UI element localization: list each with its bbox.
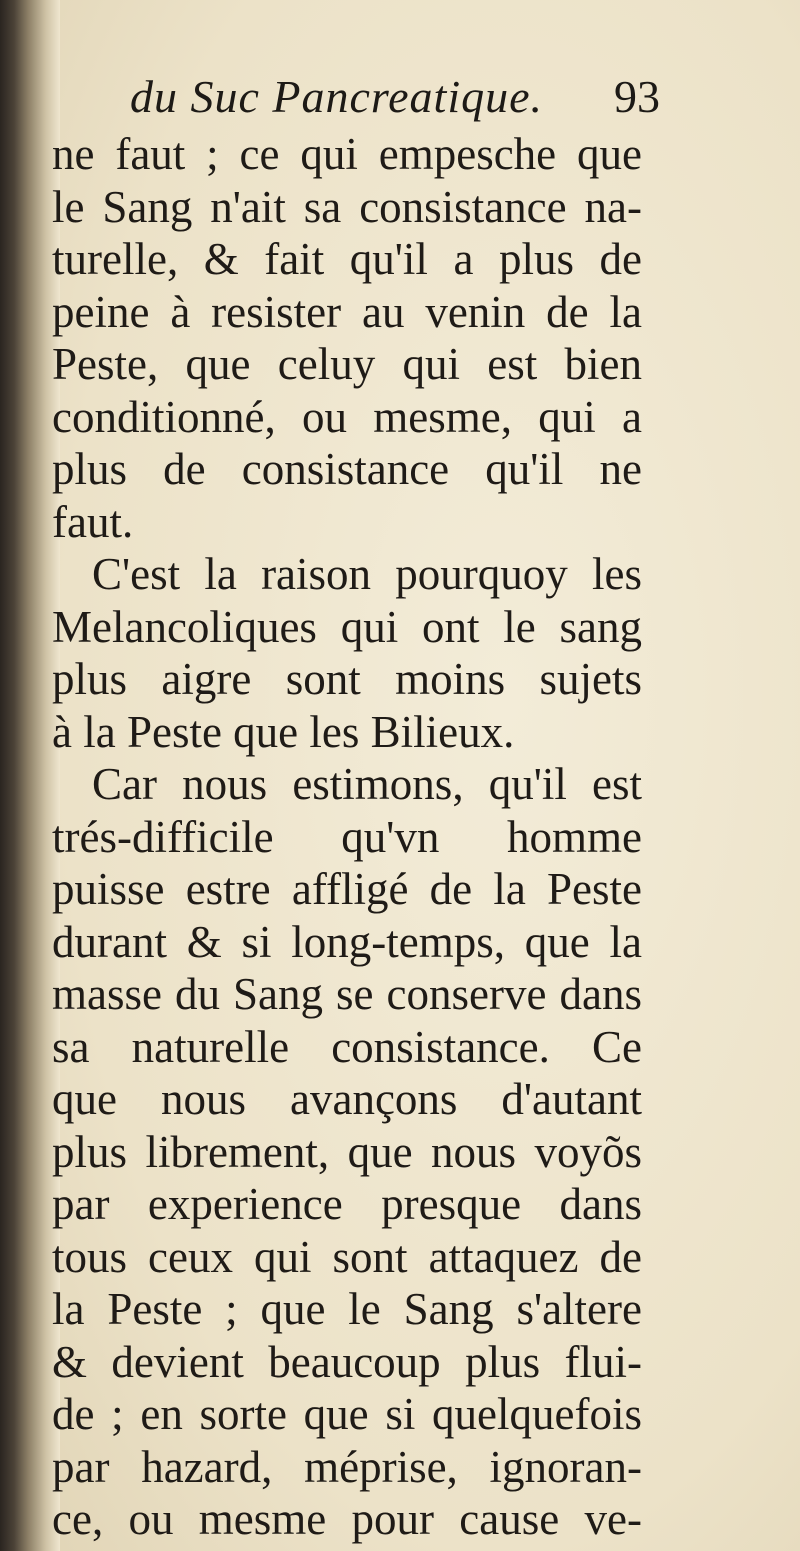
text-line: ce, ou mesme pour cause ve- (52, 1494, 642, 1544)
text-line: Peste, que celuy qui est bien (52, 339, 642, 389)
running-header (130, 62, 660, 132)
text-line: trés-difficile qu'vn homme (52, 811, 642, 862)
page-body (52, 128, 642, 1546)
text-line: à la Peste que les Bilieux. (52, 706, 515, 757)
text-line: que nous avançons d'autant (52, 1074, 642, 1124)
text-line: & devient beaucoup plus flui- (52, 1336, 642, 1387)
text-line: conditionné, ou mesme, qui a (52, 391, 642, 442)
text-line: plus de consistance qu'il ne (52, 444, 642, 494)
text-line: par hazard, méprise, ignoran- (52, 1441, 642, 1492)
text-line: par experience presque dans (52, 1179, 642, 1229)
book-spine-shadow (0, 0, 60, 1551)
text-line: Melancoliques qui ont le sang (52, 601, 642, 652)
text-line: le Sang n'ait sa consistance na- (52, 181, 642, 232)
text-line: peine à resister au venin de la (52, 286, 642, 337)
text-line: durant & si long-temps, que la (52, 916, 642, 967)
text-line: turelle, & fait qu'il a plus de (52, 234, 642, 284)
text-line: puisse estre affligé de la Peste (52, 864, 642, 914)
paragraph-start-line: C'est la raison pourquoy les (92, 549, 642, 599)
text-line: plus librement, que nous voyõs (52, 1126, 642, 1177)
paragraph-start-line: Car nous estimons, qu'il est (92, 759, 642, 809)
text-line: ne faut ; ce qui empesche que (52, 129, 642, 179)
text-line: sa naturelle consistance. Ce (52, 1021, 642, 1072)
running-title: du Suc Pancreatique. (130, 71, 544, 122)
page-number: 93 (614, 71, 660, 122)
text-line: tous ceux qui sont attaquez de (52, 1231, 642, 1282)
text-line: faut. (52, 496, 134, 547)
text-line: masse du Sang se conserve dans (52, 969, 642, 1019)
text-line: de ; en sorte que si quelquefois (52, 1389, 642, 1439)
text-line: plus aigre sont moins sujets (52, 654, 642, 704)
text-line: la Peste ; que le Sang s'altere (52, 1284, 642, 1334)
